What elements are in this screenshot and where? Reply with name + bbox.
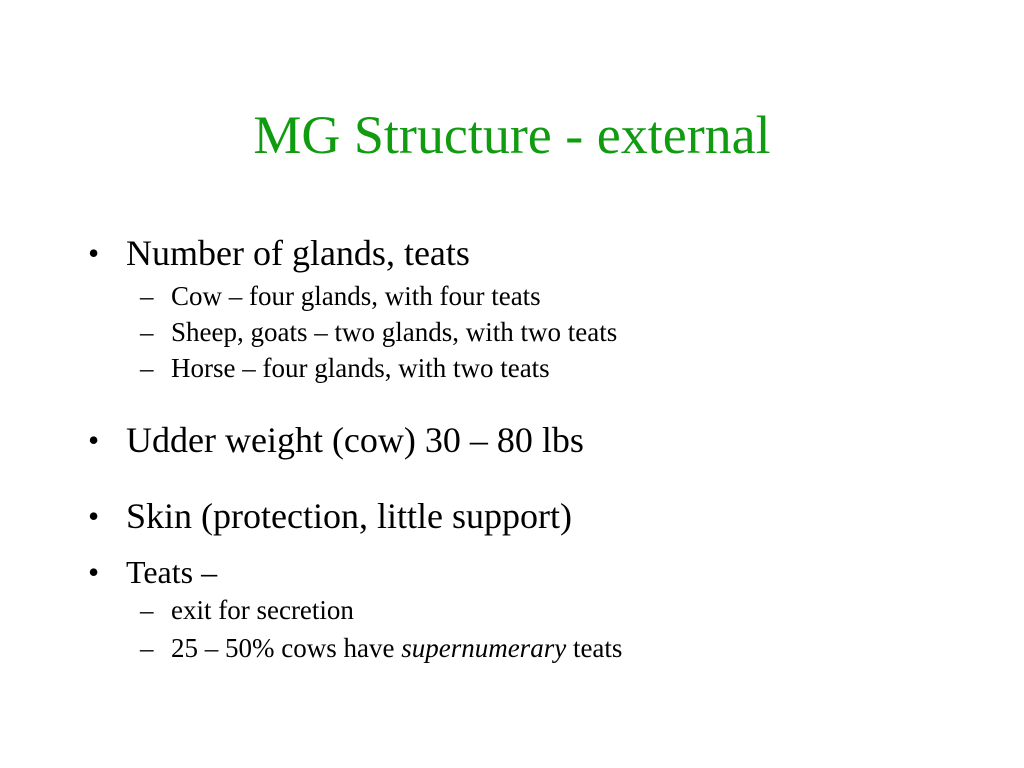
bullet-text: Skin (protection, little support) [126, 496, 572, 536]
bullet-marker: • [88, 498, 100, 534]
dash-marker: – [140, 595, 154, 625]
bullet-text: Number of glands, teats [126, 233, 470, 273]
bullet-text: Teats – [126, 554, 218, 590]
bullet-marker: • [88, 422, 100, 458]
dash-marker: – [140, 353, 154, 383]
emphasized-term: supernumerary [401, 633, 567, 663]
dash-marker: – [140, 317, 154, 347]
sub-bullet-text: Cow – four glands, with four teats [171, 281, 541, 311]
slide-title: MG Structure - external [253, 105, 771, 165]
dash-marker: – [140, 633, 154, 663]
sub-bullet-text-after: teats [566, 633, 623, 663]
sub-bullet-text: Sheep, goats – two glands, with two teats [171, 317, 618, 347]
bullet-marker: • [88, 235, 100, 271]
sub-bullet-text: Horse – four glands, with two teats [171, 353, 550, 383]
dash-marker: – [140, 281, 154, 311]
sub-bullet-text-before: 25 – 50% cows have [171, 633, 402, 663]
bullet-text: Udder weight (cow) 30 – 80 lbs [126, 420, 584, 460]
sub-bullet-text [171, 632, 622, 664]
sub-bullet-text: exit for secretion [171, 595, 354, 625]
bullet-marker: • [88, 554, 100, 590]
